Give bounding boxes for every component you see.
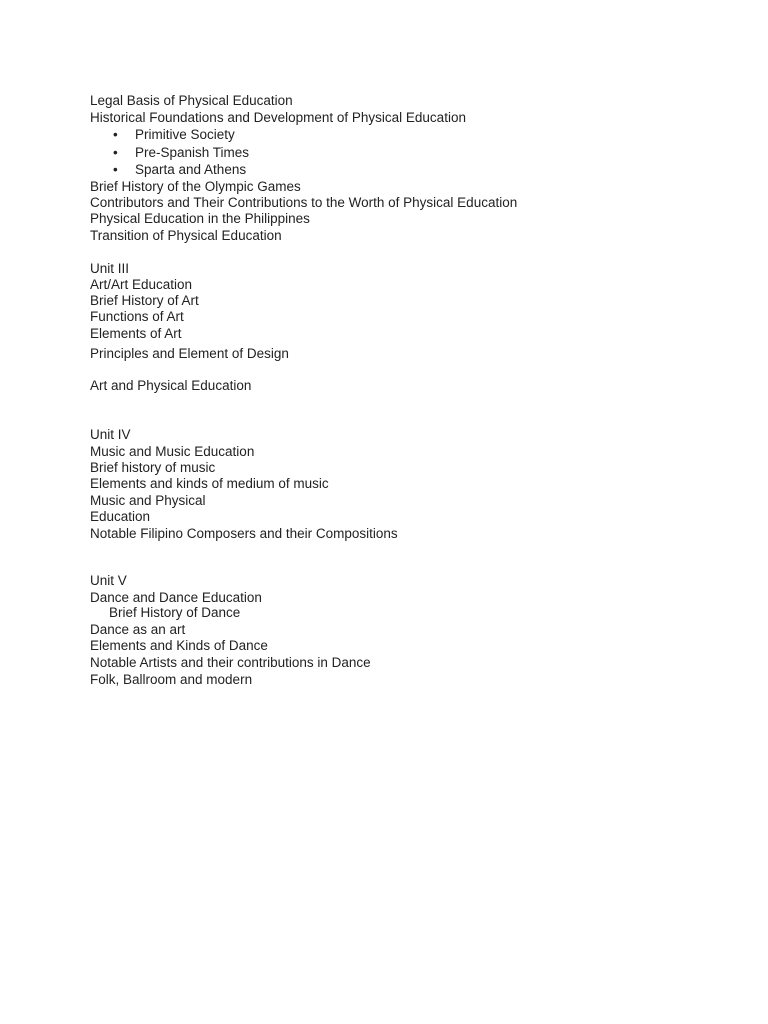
- bullet-item: Primitive Society: [135, 127, 235, 142]
- unit-iv-item: Notable Filipino Composers and their Compositions: [90, 526, 398, 541]
- unit-v-item: Folk, Ballroom and modern: [90, 672, 253, 687]
- topic-transition: Transition of Physical Education: [90, 228, 282, 243]
- topic-contributors: Contributors and Their Contributions to the Worth of Physical Education: [90, 195, 518, 210]
- unit-iv-item: Brief history of music: [90, 460, 216, 475]
- unit-v-heading: Unit V: [90, 573, 127, 588]
- topic-legal-basis: Legal Basis of Physical Education: [90, 93, 293, 108]
- topic-olympic-games: Brief History of the Olympic Games: [90, 179, 301, 194]
- unit-iii-item: Principles and Element of Design: [90, 346, 289, 361]
- unit-iii-item: Art/Art Education: [90, 277, 193, 292]
- unit-iv-item: Elements and kinds of medium of music: [90, 476, 329, 491]
- topic-historical-foundations: Historical Foundations and Development of Physical Education: [90, 110, 466, 125]
- bullet-icon: •: [113, 145, 118, 160]
- unit-iv-item: Music and Physical: [90, 493, 206, 508]
- unit-v-item: Notable Artists and their contributions in Dance: [90, 655, 371, 670]
- unit-v-item: Elements and Kinds of Dance: [90, 638, 268, 653]
- unit-iv-item: Education: [90, 509, 151, 524]
- bullet-icon: •: [113, 127, 118, 142]
- unit-iii-heading: Unit III: [90, 261, 130, 276]
- unit-iii-item: Functions of Art: [90, 309, 184, 324]
- bullet-item: Pre-Spanish Times: [135, 145, 250, 160]
- unit-iv-heading: Unit IV: [90, 427, 131, 442]
- unit-iii-item: Brief History of Art: [90, 293, 199, 308]
- unit-v-item: Dance and Dance Education: [90, 590, 262, 605]
- topic-pe-philippines: Physical Education in the Philippines: [90, 211, 310, 226]
- unit-iv-item: Music and Music Education: [90, 444, 255, 459]
- bullet-icon: •: [113, 162, 118, 177]
- bullet-item: Sparta and Athens: [135, 162, 247, 177]
- unit-v-item: Brief History of Dance: [109, 605, 241, 620]
- unit-iii-item: Elements of Art: [90, 326, 182, 341]
- unit-v-item: Dance as an art: [90, 622, 186, 637]
- unit-iii-item: Art and Physical Education: [90, 378, 252, 393]
